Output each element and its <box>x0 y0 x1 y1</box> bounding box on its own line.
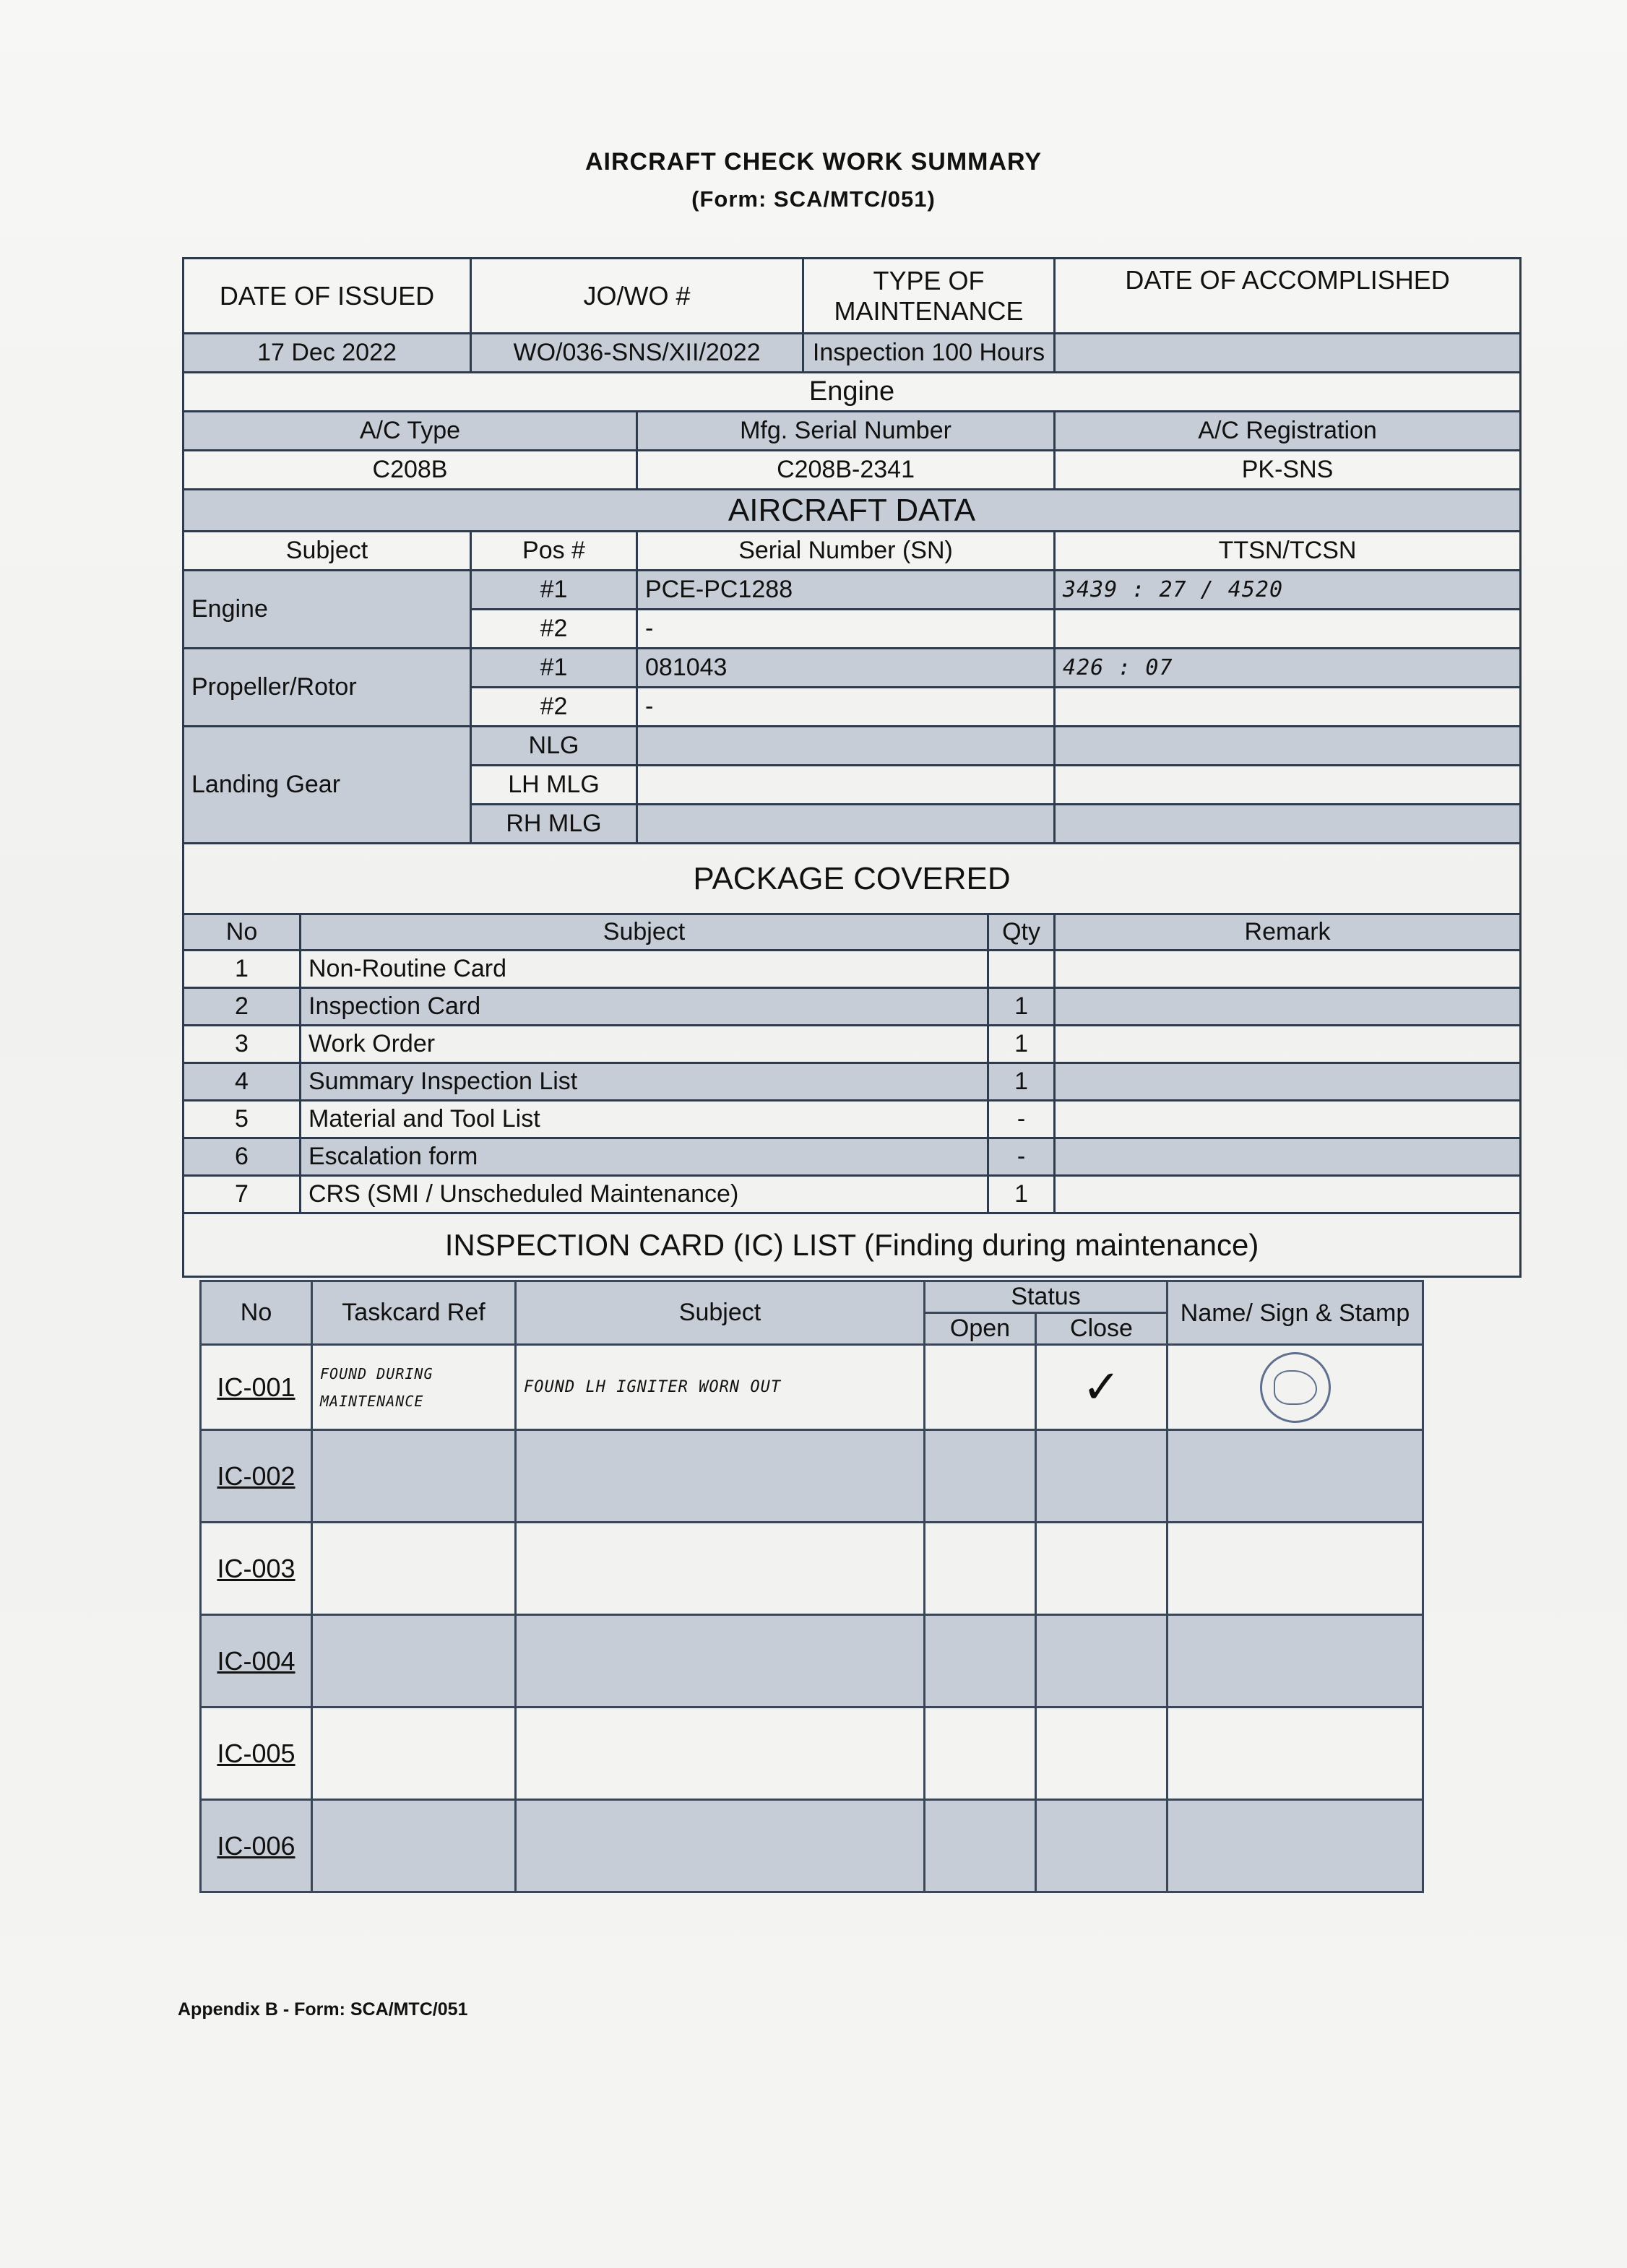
aircraft-data-pos: LH MLG <box>471 766 637 805</box>
ic-status-header: Status <box>925 1281 1168 1313</box>
package-row-remark <box>1055 1101 1521 1138</box>
ic-row-no: IC-004 <box>201 1615 312 1708</box>
ic-row-no: IC-002 <box>201 1430 312 1523</box>
ic-row-subject <box>516 1523 925 1615</box>
aircraft-data-title: AIRCRAFT DATA <box>184 490 1521 532</box>
ic-row-sign <box>1168 1615 1423 1708</box>
aircraft-data-sn-header: Serial Number (SN) <box>637 532 1055 571</box>
ic-row-taskcard <box>312 1430 516 1523</box>
ic-row-subject <box>516 1708 925 1800</box>
ic-name-header: Name/ Sign & Stamp <box>1168 1281 1423 1345</box>
aircraft-data-pos: #1 <box>471 571 637 610</box>
ic-open-header: Open <box>925 1313 1036 1345</box>
aircraft-data-sn: 081043 <box>637 649 1055 688</box>
ic-row-close <box>1036 1523 1168 1615</box>
package-row-remark <box>1055 1026 1521 1063</box>
ic-subject-header: Subject <box>516 1281 925 1345</box>
ic-row-taskcard: FOUND DURING MAINTENANCE <box>312 1345 516 1430</box>
aircraft-data-sn: - <box>637 688 1055 727</box>
ic-row-taskcard <box>312 1615 516 1708</box>
aircraft-data-sn <box>637 805 1055 844</box>
aircraft-data-tts <box>1055 805 1521 844</box>
ic-row-subject <box>516 1430 925 1523</box>
package-row-qty: 1 <box>988 1063 1055 1101</box>
package-row-no: 6 <box>184 1138 301 1176</box>
check-summary-table <box>182 257 1522 1278</box>
ic-row-close: ✓ <box>1036 1345 1168 1430</box>
propeller-row-label: Propeller/Rotor <box>184 649 471 727</box>
ic-row-taskcard <box>312 1708 516 1800</box>
type-maintenance-value: Inspection 100 Hours <box>803 334 1055 373</box>
package-row-no: 5 <box>184 1101 301 1138</box>
ic-row-sign <box>1168 1523 1423 1615</box>
ic-close-header: Close <box>1036 1313 1168 1345</box>
jowo-label: JO/WO # <box>471 259 803 334</box>
ac-type-label: A/C Type <box>184 412 637 451</box>
aircraft-data-tts-header: TTSN/TCSN <box>1055 532 1521 571</box>
package-row-subject: Inspection Card <box>301 988 988 1026</box>
package-row-subject: Work Order <box>301 1026 988 1063</box>
ic-row-subject <box>516 1800 925 1892</box>
package-row-subject: Non-Routine Card <box>301 951 988 988</box>
aircraft-data-tts <box>1055 766 1521 805</box>
ic-row-sign <box>1168 1345 1423 1430</box>
package-row-no: 4 <box>184 1063 301 1101</box>
ic-row-sign <box>1168 1800 1423 1892</box>
ic-row-open <box>925 1523 1036 1615</box>
ic-row-subject: FOUND LH IGNITER WORN OUT <box>516 1345 925 1430</box>
form-title: AIRCRAFT CHECK WORK SUMMARY <box>584 148 1043 176</box>
ic-row-taskcard <box>312 1800 516 1892</box>
aircraft-data-pos-header: Pos # <box>471 532 637 571</box>
engine-row-label: Engine <box>184 571 471 649</box>
package-subject-header: Subject <box>301 914 988 951</box>
type-maintenance-label: TYPE OF MAINTENANCE <box>803 259 1055 334</box>
ic-taskcard-header: Taskcard Ref <box>312 1281 516 1345</box>
package-row-qty: - <box>988 1138 1055 1176</box>
ic-row-open <box>925 1708 1036 1800</box>
package-no-header: No <box>184 914 301 951</box>
mfg-serial-label: Mfg. Serial Number <box>637 412 1055 451</box>
package-row-no: 1 <box>184 951 301 988</box>
form-subtitle: (Form: SCA/MTC/051) <box>691 186 936 212</box>
mfg-serial-value: C208B-2341 <box>637 451 1055 490</box>
inspection-list-title: INSPECTION CARD (IC) LIST (Finding during maintenance) <box>184 1213 1521 1277</box>
aircraft-data-sn: PCE-PC1288 <box>637 571 1055 610</box>
package-row-subject: Summary Inspection List <box>301 1063 988 1101</box>
ic-row-no: IC-003 <box>201 1523 312 1615</box>
ac-registration-value: PK-SNS <box>1055 451 1521 490</box>
footer-text: Appendix B - Form: SCA/MTC/051 <box>178 1999 468 2020</box>
package-row-remark <box>1055 988 1521 1026</box>
package-row-qty: 1 <box>988 1176 1055 1213</box>
date-accomplished-value <box>1055 334 1521 373</box>
jowo-value: WO/036-SNS/XII/2022 <box>471 334 803 373</box>
package-row-remark <box>1055 951 1521 988</box>
package-row-subject: Material and Tool List <box>301 1101 988 1138</box>
landing-gear-row-label: Landing Gear <box>184 727 471 844</box>
aircraft-data-sn <box>637 766 1055 805</box>
aircraft-data-tts <box>1055 727 1521 766</box>
ic-row-close <box>1036 1430 1168 1523</box>
package-row-remark <box>1055 1063 1521 1101</box>
ic-row-close <box>1036 1708 1168 1800</box>
ic-row-sign <box>1168 1708 1423 1800</box>
package-row-subject: CRS (SMI / Unscheduled Maintenance) <box>301 1176 988 1213</box>
aircraft-data-tts <box>1055 610 1521 649</box>
ic-row-open <box>925 1800 1036 1892</box>
ic-row-sign <box>1168 1430 1423 1523</box>
ac-type-value: C208B <box>184 451 637 490</box>
package-qty-header: Qty <box>988 914 1055 951</box>
package-row-qty <box>988 951 1055 988</box>
aircraft-data-tts: 426 : 07 <box>1055 649 1521 688</box>
aircraft-data-subject-header: Subject <box>184 532 471 571</box>
engine-section-label: Engine <box>184 373 1521 412</box>
aircraft-data-tts <box>1055 688 1521 727</box>
ic-row-subject <box>516 1615 925 1708</box>
package-row-remark <box>1055 1176 1521 1213</box>
package-row-no: 3 <box>184 1026 301 1063</box>
ic-row-no: IC-005 <box>201 1708 312 1800</box>
ic-row-close <box>1036 1800 1168 1892</box>
aircraft-data-pos: NLG <box>471 727 637 766</box>
ic-row-open <box>925 1615 1036 1708</box>
ac-registration-label: A/C Registration <box>1055 412 1521 451</box>
date-issued-value: 17 Dec 2022 <box>184 334 471 373</box>
stamp-icon <box>1260 1352 1331 1423</box>
aircraft-data-pos: #2 <box>471 610 637 649</box>
ic-row-no: IC-006 <box>201 1800 312 1892</box>
package-row-subject: Escalation form <box>301 1138 988 1176</box>
ic-row-open <box>925 1345 1036 1430</box>
date-issued-label: DATE OF ISSUED <box>184 259 471 334</box>
aircraft-data-pos: #2 <box>471 688 637 727</box>
ic-row-no: IC-001 <box>201 1345 312 1430</box>
ic-row-open <box>925 1430 1036 1523</box>
package-row-remark <box>1055 1138 1521 1176</box>
package-row-qty: - <box>988 1101 1055 1138</box>
package-remark-header: Remark <box>1055 914 1521 951</box>
package-row-qty: 1 <box>988 1026 1055 1063</box>
package-row-qty: 1 <box>988 988 1055 1026</box>
aircraft-data-tts: 3439 : 27 / 4520 <box>1055 571 1521 610</box>
package-row-no: 2 <box>184 988 301 1026</box>
package-covered-title: PACKAGE COVERED <box>184 844 1521 914</box>
ic-row-close <box>1036 1615 1168 1708</box>
package-row-no: 7 <box>184 1176 301 1213</box>
date-accomplished-label: DATE OF ACCOMPLISHED <box>1055 259 1521 334</box>
aircraft-data-pos: #1 <box>471 649 637 688</box>
aircraft-data-sn <box>637 727 1055 766</box>
aircraft-data-sn: - <box>637 610 1055 649</box>
inspection-card-table <box>199 1280 1424 1893</box>
ic-row-taskcard <box>312 1523 516 1615</box>
aircraft-data-pos: RH MLG <box>471 805 637 844</box>
ic-no-header: No <box>201 1281 312 1345</box>
